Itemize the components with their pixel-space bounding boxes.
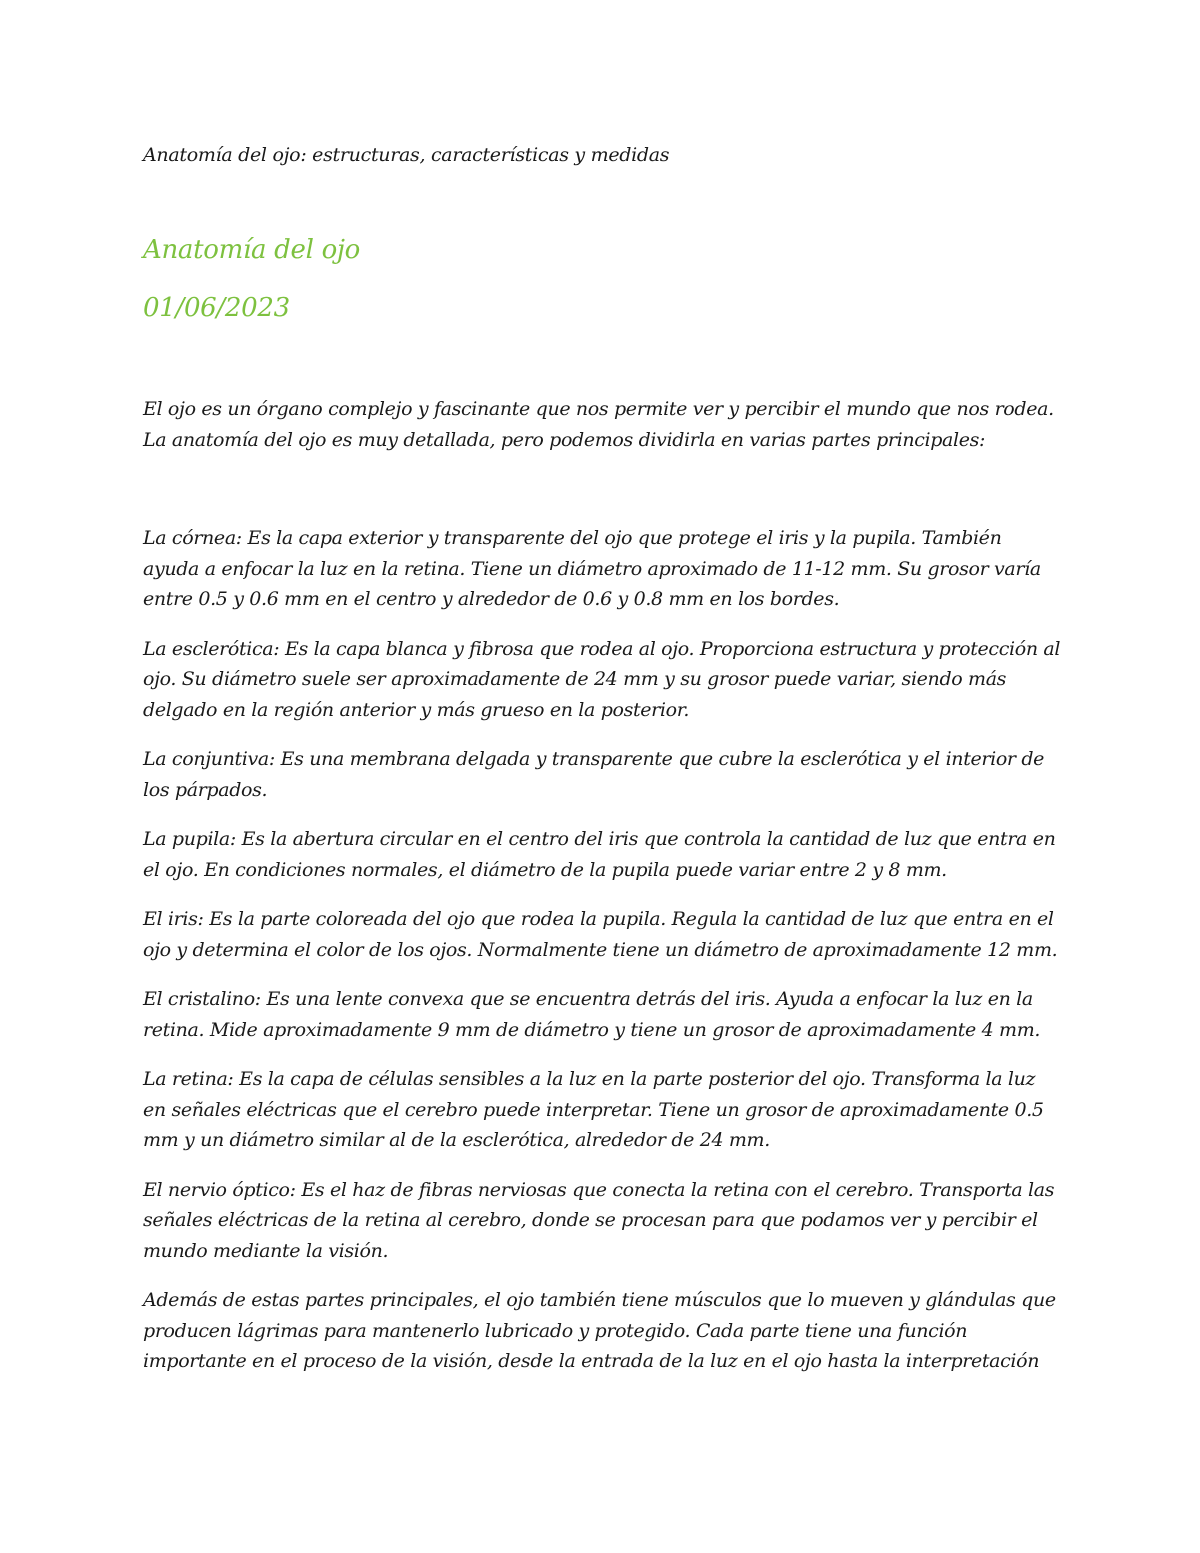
document-body [143,140,1063,1396]
paragraph-conclusion: Además de estas partes principales, el ojo también tiene músculos que lo mueven y glándulas que producen lágrimas para mantenerlo lubricado y protegido. Cada parte tiene una función importante en el proceso de la visión, desde la entrada de la luz en el ojo hasta la interpretación [143,1289,1056,1372]
paragraph-conjuntiva: La conjuntiva: Es una membrana delgada y transparente que cubre la esclerótica y el interior de los párpados. [143,748,1045,801]
paragraph-list [143,523,1063,1377]
document-header: Anatomía del ojo: estructuras, características y medidas [143,144,670,166]
document-date: 01/06/2023 [143,293,290,323]
paragraph-retina: La retina: Es la capa de células sensibles a la luz en la parte posterior del ojo. Transforma la luz en señales eléctricas que el cerebro puede interpretar. Tiene un grosor de aproximadamente 0.5 mm y un diámetro similar al de la esclerótica, alrededor de 24 mm. [143,1068,1044,1151]
paragraph-iris: El iris: Es la parte coloreada del ojo que rodea la pupila. Regula la cantidad de luz que entra en el ojo y determina el color de los ojos. Normalmente tiene un diámetro de aproximadamente 12 mm. [143,908,1058,961]
paragraph-esclerotica: La esclerótica: Es la capa blanca y fibrosa que rodea al ojo. Proporciona estructura y protección al ojo. Su diámetro suele ser aproximadamente de 24 mm y su grosor puede variar, siendo más delgado en la región anterior y más grueso en la posterior. [143,637,1061,721]
paragraph-pupila: La pupila: Es la abertura circular en el centro del iris que controla la cantidad de luz que entra en el ojo. En condiciones normales, el diámetro de la pupila puede variar entre 2 y 8 mm. [143,828,1056,881]
paragraph-cornea: La córnea: Es la capa exterior y transparente del ojo que protege el iris y la pupila. También ayuda a enfocar la luz en la retina. Tiene un diámetro aproximado de 11-12 mm. Su grosor varía entre 0.5 y 0.6 mm en el centro y alrededor de 0.6 y 0.8 mm en los bordes. [143,527,1041,610]
document-title: Anatomía del ojo [143,235,361,265]
paragraph-nervio-optico: El nervio óptico: Es el haz de fibras nerviosas que conecta la retina con el cerebro. Transporta las señales eléctricas de la retina al cerebro, donde se procesan para que podamos ver y percibir el mundo mediante la visión. [143,1178,1055,1262]
paragraph-cristalino: El cristalino: Es una lente convexa que se encuentra detrás del iris. Ayuda a enfocar la luz en la retina. Mide aproximadamente 9 mm de diámetro y tiene un grosor de aproximadamente 4 mm. [143,988,1041,1041]
intro-paragraph: El ojo es un órgano complejo y fascinante que nos permite ver y percibir el mundo que nos rodea. La anatomía del ojo es muy detallada, pero podemos dividirla en varias partes principales: [143,398,1054,451]
